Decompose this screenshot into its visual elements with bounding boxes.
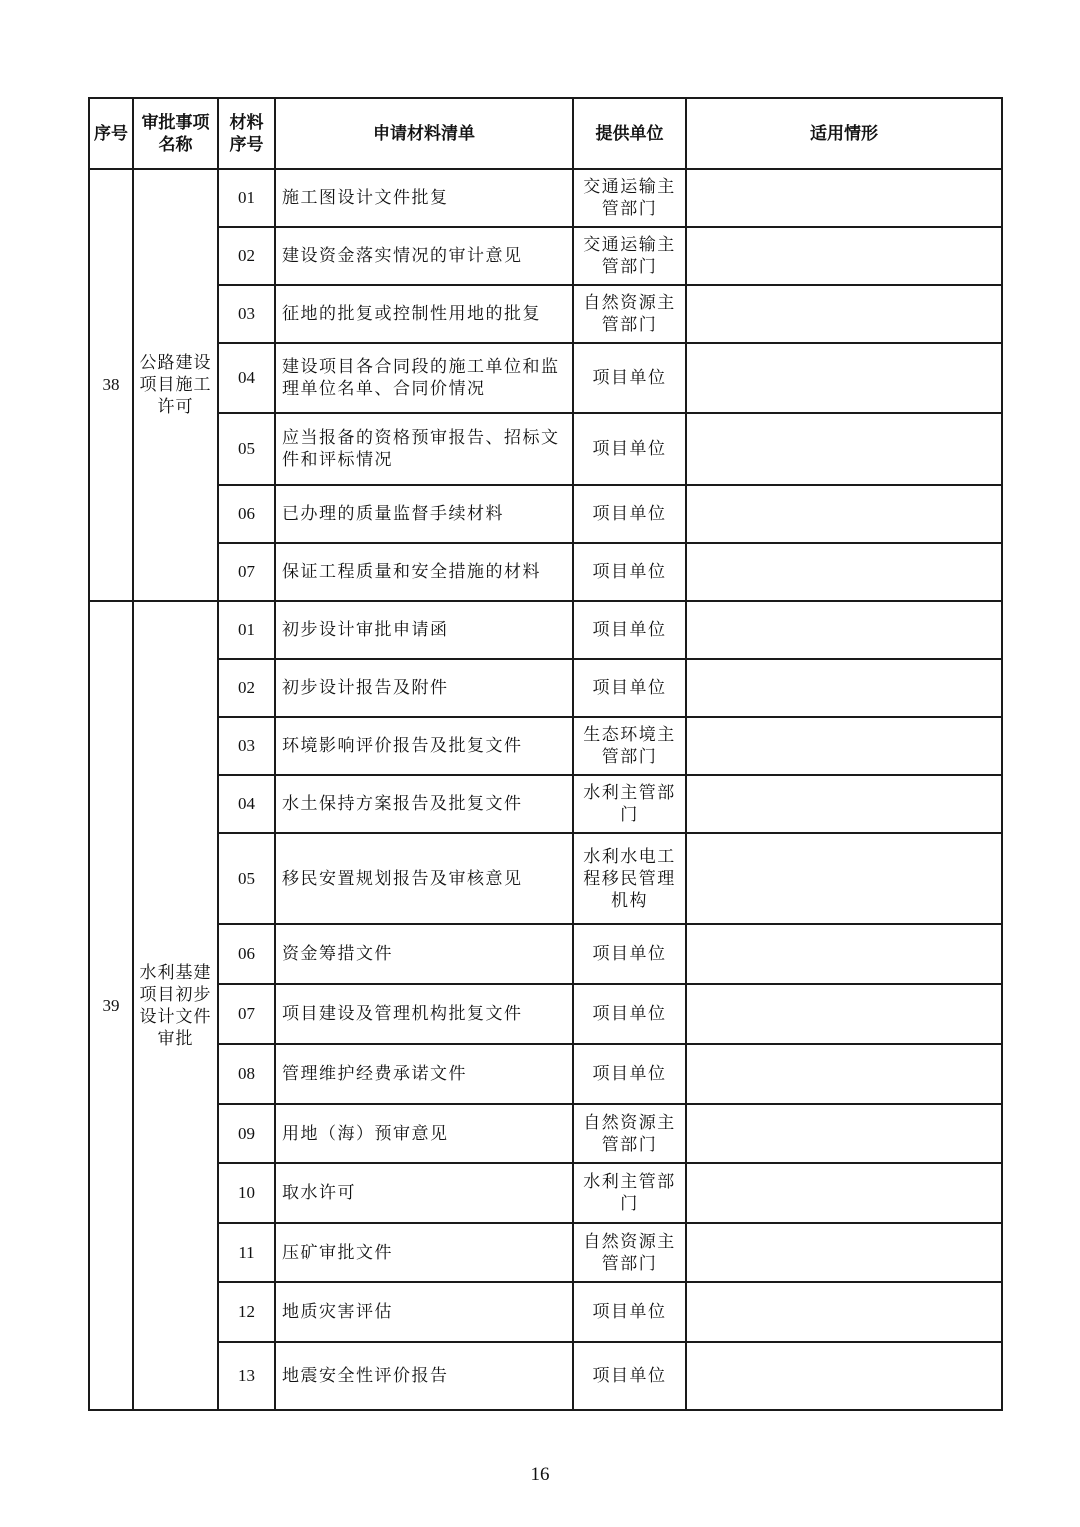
table-row — [89, 1044, 1002, 1104]
table-row — [89, 984, 1002, 1044]
material-name: 地质灾害评估 — [275, 1282, 573, 1342]
material-no: 12 — [218, 1282, 275, 1342]
material-no: 03 — [218, 285, 275, 343]
table-row — [89, 543, 1002, 601]
provider: 交通运输主管部门 — [573, 169, 686, 227]
provider: 项目单位 — [573, 485, 686, 543]
provider: 项目单位 — [573, 343, 686, 413]
material-name: 建设资金落实情况的审计意见 — [275, 227, 573, 285]
provider: 自然资源主管部门 — [573, 1104, 686, 1163]
table-row — [89, 169, 1002, 227]
condition — [686, 1282, 1002, 1342]
table-row — [89, 1282, 1002, 1342]
group-seq-39: 39 — [89, 601, 133, 1410]
material-no: 13 — [218, 1342, 275, 1410]
condition — [686, 1044, 1002, 1104]
condition — [686, 169, 1002, 227]
material-no: 06 — [218, 485, 275, 543]
material-no: 04 — [218, 775, 275, 833]
provider: 项目单位 — [573, 1282, 686, 1342]
provider: 项目单位 — [573, 984, 686, 1044]
material-no: 04 — [218, 343, 275, 413]
material-no: 11 — [218, 1223, 275, 1282]
material-name: 征地的批复或控制性用地的批复 — [275, 285, 573, 343]
table-row — [89, 343, 1002, 413]
materials-table — [88, 97, 1003, 1411]
table-row — [89, 285, 1002, 343]
material-name: 用地（海）预审意见 — [275, 1104, 573, 1163]
header-row — [89, 98, 1002, 169]
table-row — [89, 924, 1002, 984]
table-row — [89, 601, 1002, 659]
material-name: 初步设计报告及附件 — [275, 659, 573, 717]
table-row — [89, 1163, 1002, 1223]
table-row — [89, 1223, 1002, 1282]
material-name: 环境影响评价报告及批复文件 — [275, 717, 573, 775]
provider: 项目单位 — [573, 659, 686, 717]
table-row — [89, 775, 1002, 833]
material-no: 01 — [218, 169, 275, 227]
material-name: 地震安全性评价报告 — [275, 1342, 573, 1410]
material-name: 资金筹措文件 — [275, 924, 573, 984]
provider: 自然资源主管部门 — [573, 285, 686, 343]
material-name: 水土保持方案报告及批复文件 — [275, 775, 573, 833]
material-no: 02 — [218, 659, 275, 717]
condition — [686, 924, 1002, 984]
material-no: 06 — [218, 924, 275, 984]
condition — [686, 659, 1002, 717]
condition — [686, 1104, 1002, 1163]
material-name: 移民安置规划报告及审核意见 — [275, 833, 573, 924]
table-row — [89, 413, 1002, 485]
material-name: 项目建设及管理机构批复文件 — [275, 984, 573, 1044]
table-row — [89, 833, 1002, 924]
material-no: 08 — [218, 1044, 275, 1104]
material-no: 07 — [218, 543, 275, 601]
table-row — [89, 227, 1002, 285]
provider: 项目单位 — [573, 1044, 686, 1104]
table-row — [89, 1342, 1002, 1410]
material-name: 管理维护经费承诺文件 — [275, 1044, 573, 1104]
condition — [686, 343, 1002, 413]
table-row — [89, 659, 1002, 717]
material-no: 05 — [218, 833, 275, 924]
material-no: 10 — [218, 1163, 275, 1223]
header-item-name — [133, 98, 218, 169]
provider: 交通运输主管部门 — [573, 227, 686, 285]
page-number: 16 — [530, 1464, 550, 1485]
material-name: 压矿审批文件 — [275, 1223, 573, 1282]
material-name: 初步设计审批申请函 — [275, 601, 573, 659]
material-name: 施工图设计文件批复 — [275, 169, 573, 227]
header-seq: 序号 — [89, 98, 133, 169]
header-material-seq — [218, 98, 275, 169]
condition — [686, 833, 1002, 924]
condition — [686, 1342, 1002, 1410]
material-no: 09 — [218, 1104, 275, 1163]
provider: 水利水电工程移民管理机构 — [573, 833, 686, 924]
condition — [686, 984, 1002, 1044]
provider: 项目单位 — [573, 543, 686, 601]
table-row — [89, 717, 1002, 775]
material-no: 07 — [218, 984, 275, 1044]
group-seq-38: 38 — [89, 169, 133, 601]
provider: 项目单位 — [573, 924, 686, 984]
condition — [686, 285, 1002, 343]
provider: 水利主管部门 — [573, 1163, 686, 1223]
material-no: 05 — [218, 413, 275, 485]
condition — [686, 485, 1002, 543]
provider: 项目单位 — [573, 1342, 686, 1410]
condition — [686, 413, 1002, 485]
material-name: 应当报备的资格预审报告、招标文件和评标情况 — [275, 413, 573, 485]
material-name: 保证工程质量和安全措施的材料 — [275, 543, 573, 601]
material-no: 02 — [218, 227, 275, 285]
header-item-name-text: 审批事项名称 — [141, 112, 210, 155]
table-row — [89, 1104, 1002, 1163]
material-no: 03 — [218, 717, 275, 775]
group-name-39: 水利基建项目初步设计文件审批 — [133, 601, 218, 1410]
header-material-seq-text: 材料序号 — [229, 112, 264, 155]
provider: 项目单位 — [573, 601, 686, 659]
header-materials: 申请材料清单 — [275, 98, 573, 169]
condition — [686, 227, 1002, 285]
material-name: 取水许可 — [275, 1163, 573, 1223]
condition — [686, 1163, 1002, 1223]
header-conditions: 适用情形 — [686, 98, 1002, 169]
material-name: 建设项目各合同段的施工单位和监理单位名单、合同价情况 — [275, 343, 573, 413]
provider: 自然资源主管部门 — [573, 1223, 686, 1282]
table-row — [89, 485, 1002, 543]
provider: 生态环境主管部门 — [573, 717, 686, 775]
provider: 项目单位 — [573, 413, 686, 485]
condition — [686, 717, 1002, 775]
provider: 水利主管部门 — [573, 775, 686, 833]
material-no: 01 — [218, 601, 275, 659]
material-name: 已办理的质量监督手续材料 — [275, 485, 573, 543]
condition — [686, 601, 1002, 659]
group-name-38: 公路建设项目施工许可 — [133, 169, 218, 601]
condition — [686, 543, 1002, 601]
condition — [686, 775, 1002, 833]
header-provider: 提供单位 — [573, 98, 686, 169]
condition — [686, 1223, 1002, 1282]
